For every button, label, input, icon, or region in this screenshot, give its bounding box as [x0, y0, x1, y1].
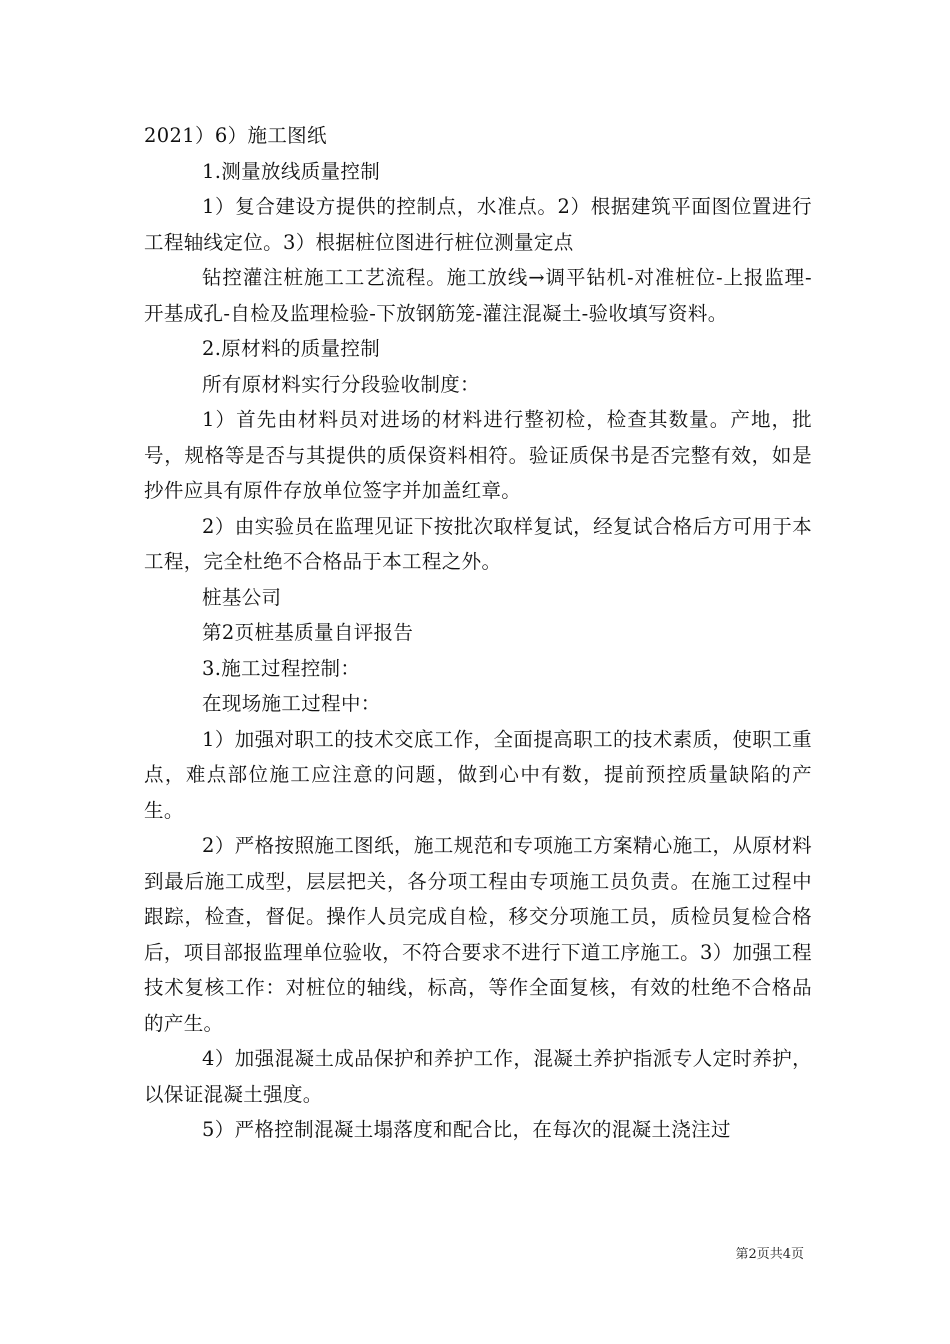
paragraph-process-flow: 钻控灌注桩施工工艺流程。施工放线→调平钻机-对准桩位-上报监理-开基成孔-自检及监理检验-下放钢筋笼-灌注混凝土-验收填写资料。 [144, 266, 812, 325]
paragraph-process-item-2: 2）严格按照施工图纸，施工规范和专项施工方案精心施工，从原材料到最后施工成型，层层把关，各分项工程由专项施工员负责。在施工过程中跟踪，检查，督促。操作人员完成自检，移交分项施工员，质检员复检合格后，项目部报监理单位验收，不符合要求不进行下道工序施工。3）加强工程技术复核工作：对桩位的轴线，标高，等作全面复核，有效的杜绝不合格品的产生。 [144, 834, 812, 1035]
paragraph-report-title: 第2页桩基质量自评报告 [202, 621, 414, 644]
paragraph-drawings-item: 2021）6）施工图纸 [144, 124, 327, 147]
paragraph-process-item-1: 1）加强对职工的技术交底工作，全面提高职工的技术素质，使职工重点，难点部位施工应注意的问题，做到心中有数，提前预控质量缺陷的产生。 [144, 727, 812, 822]
paragraph-process-intro: 在现场施工过程中： [202, 692, 381, 715]
paragraph-process-item-4: 4）加强混凝土成品保护和养护工作，混凝土养护指派专人定时养护，以保证混凝土强度。 [144, 1047, 812, 1106]
paragraph-survey-steps: 1）复合建设方提供的控制点，水准点。2）根据建筑平面图位置进行工程轴线定位。3）根据桩位图进行桩位测量定点 [144, 195, 812, 254]
paragraph-company-name: 桩基公司 [202, 585, 282, 609]
document-body [144, 118, 812, 1148]
heading-process-control: 3.施工过程控制： [202, 656, 361, 680]
paragraph-process-item-5: 5）严格控制混凝土塌落度和配合比，在每次的混凝土浇注过 [202, 1118, 731, 1141]
paragraph-material-item-1: 1）首先由材料员对进场的材料进行整初检，检查其数量。产地，批号，规格等是否与其提供的质保资料相符。验证质保书是否完整有效，如是抄件应具有原件存放单位签字并加盖红章。 [144, 408, 812, 502]
paragraph-material-item-2: 2）由实验员在监理见证下按批次取样复试，经复试合格后方可用于本工程，完全杜绝不合格品于本工程之外。 [144, 514, 812, 573]
paragraph-material-intro: 所有原材料实行分段验收制度： [202, 372, 480, 396]
heading-survey-control: 1.测量放线质量控制 [202, 159, 381, 183]
heading-material-control: 2.原材料的质量控制 [202, 337, 381, 360]
page-number-footer: 第2页共4页 [735, 1247, 804, 1262]
